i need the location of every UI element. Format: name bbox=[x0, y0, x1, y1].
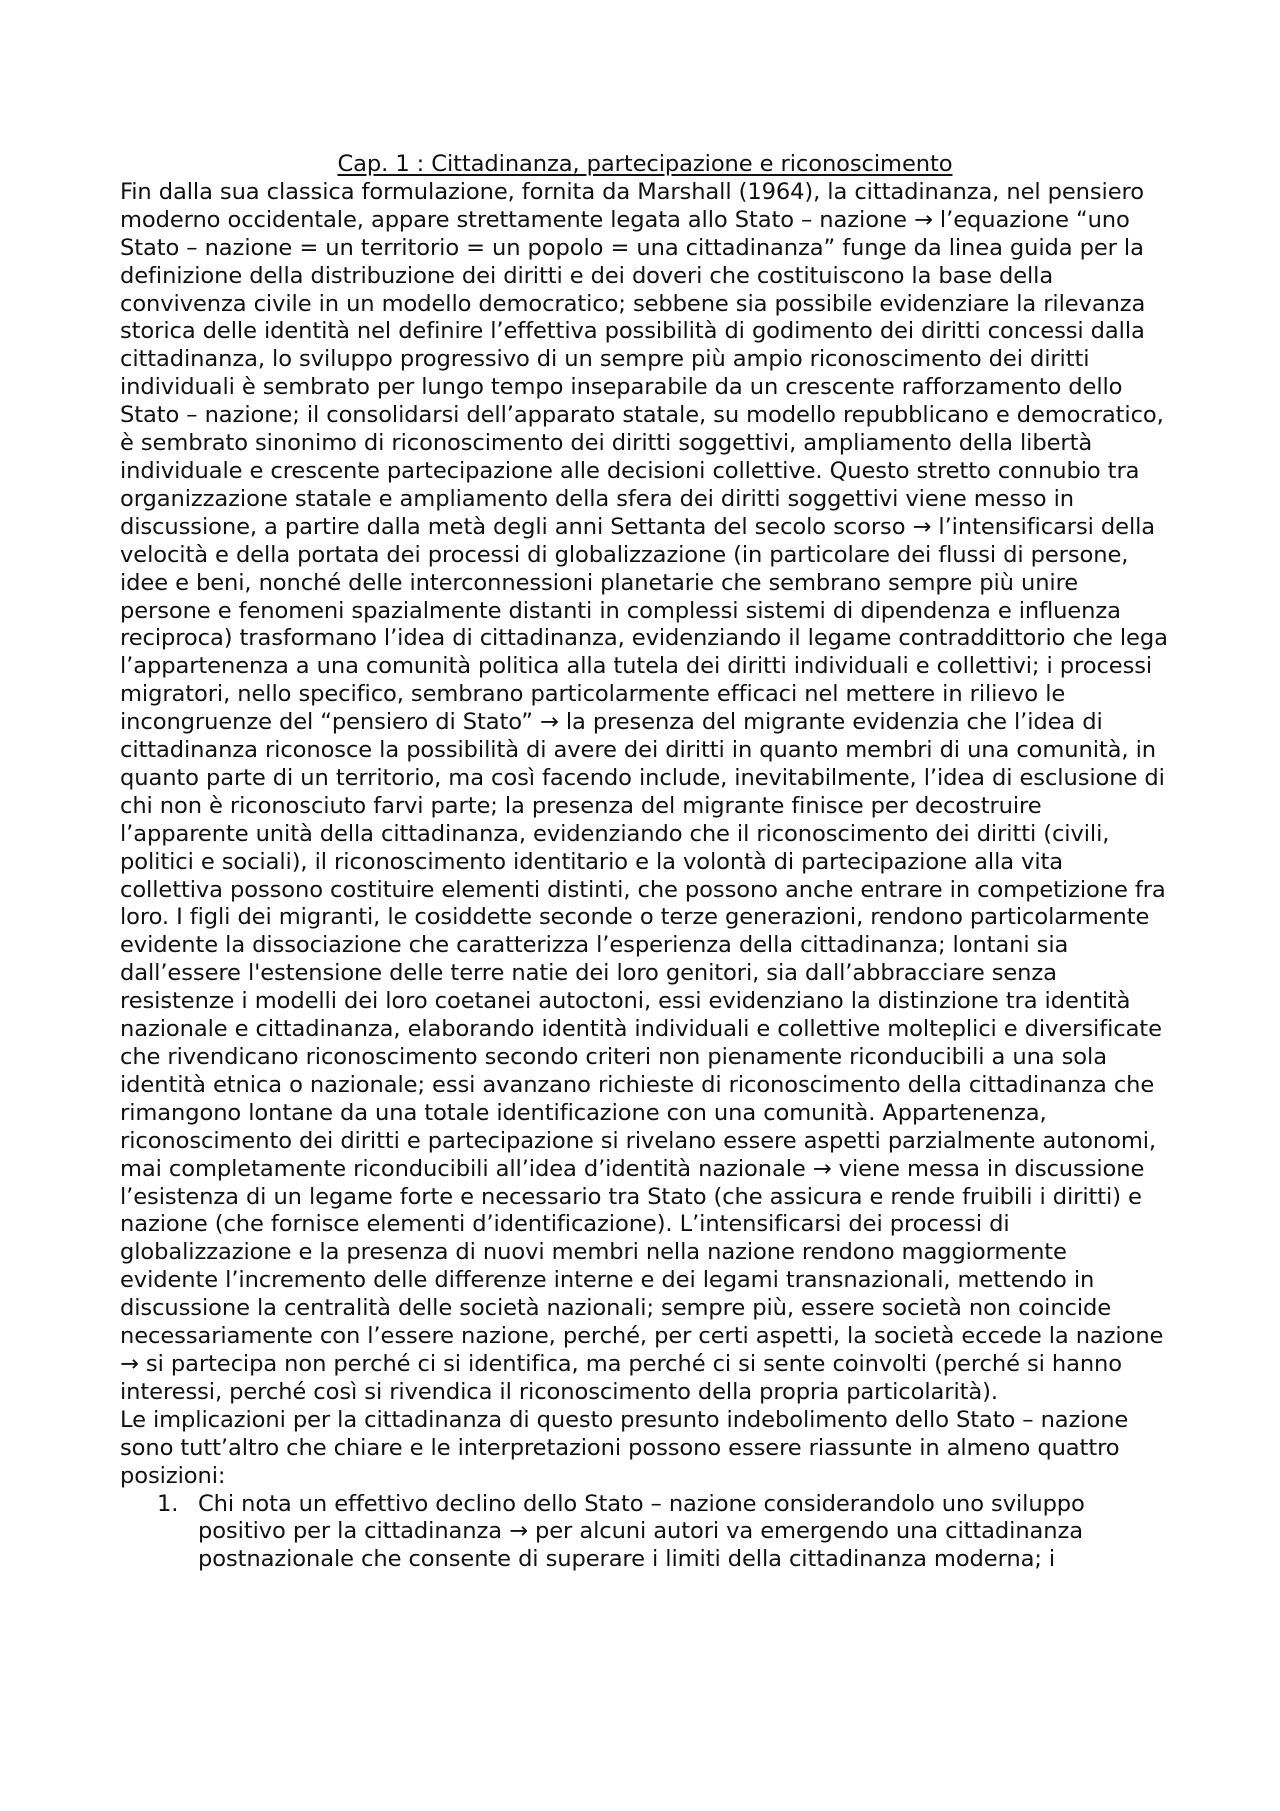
paragraph-1: Fin dalla sua classica formulazione, fornita da Marshall (1964), la cittadinanza, nel pensiero moderno occidentale, appare strettamente legata allo Stato – nazione → l’equazione “uno Stato – nazione = un territorio = un popolo = una cittadinanza” funge da linea guida per la definizione della distribuzione dei diritti e dei doveri che costituiscono la base della convivenza civile in un modello democratico; sebbene sia possibile evidenziare la rilevanza storica delle identità nel definire l’effettiva possibilità di godimento dei diritti concessi dalla cittadinanza, lo sviluppo progressivo di un sempre più ampio riconoscimento dei diritti individuali è sembrato per lungo tempo inseparabile da un crescente rafforzamento dello Stato – nazione; il consolidarsi dell’apparato statale, su modello repubblicano e democratico, è sembrato sinonimo di riconoscimento dei diritti soggettivi, ampliamento della libertà individuale e crescente partecipazione alle decisioni collettive. Questo stretto connubio tra organizzazione statale e ampliamento della sfera dei diritti soggettivi viene messo in discussione, a partire dalla metà degli anni Settanta del secolo scorso → l’intensificarsi della velocità e della portata dei processi di globalizzazione (in particolare dei flussi di persone, idee e beni, nonché delle interconnessioni planetarie che sembrano sempre più unire persone e fenomeni spazialmente distanti in complessi sistemi di dipendenza e influenza reciproca) trasformano l’idea di cittadinanza, evidenziando il legame contraddittorio che lega l’appartenenza a una comunità politica alla tutela dei diritti individuali e collettivi; i processi migratori, nello specifico, sembrano particolarmente efficaci nel mettere in rilievo le incongruenze del “pensiero di Stato” → la presenza del migrante evidenzia che l’idea di cittadinanza riconosce la possibilità di avere dei diritti in quanto membri di una comunità, in quanto parte di un territorio, ma così facendo include, inevitabilmente, l’idea di esclusione di chi non è riconosciuto farvi parte; la presenza del migrante finisce per decostruire l’apparente unità della cittadinanza, evidenziando che il riconoscimento dei diritti (civili, politici e sociali), il riconoscimento identitario e la volontà di partecipazione alla vita collettiva possono costituire elementi distinti, che possono anche entrare in competizione fra loro. I figli dei migranti, le cosiddette seconde o terze generazioni, rendono particolarmente evidente la dissociazione che caratterizza l’esperienza della cittadinanza; lontani sia dall’essere l'estensione delle terre natie dei loro genitori, sia dall’abbracciare senza resistenze i modelli dei loro coetanei autoctoni, essi evidenziano la distinzione tra identità nazionale e cittadinanza, elaborando identità individuali e collettive molteplici e diversificate che rivendicano riconoscimento secondo criteri non pienamente riconducibili a una sola identità etnica o nazionale; essi avanzano richieste di riconoscimento della cittadinanza che rimangono lontane da una totale identificazione con una comunità. Appartenenza, riconoscimento dei diritti e partecipazione si rivelano essere aspetti parzialmente autonomi, mai completamente riconducibili all’idea d’identità nazionale → viene messa in discussione l’esistenza di un legame forte e necessario tra Stato (che assicura e rende fruibili i diritti) e nazione (che fornisce elementi d’identificazione). L’intensificarsi dei processi di globalizzazione e la presenza di nuovi membri nella nazione rendono maggiormente evidente l’incremento delle differenze interne e dei legami transnazionali, mettendo in discussione la centralità delle società nazionali; sempre più, essere società non coincide necessariamente con l’essere nazione, perché, per certi aspetti, la società eccede la nazione → si partecipa non perché ci si identifica, ma perché ci si sente coinvolti (perché si hanno interessi, perché così si rivendica il riconoscimento della propria particolarità). bbox=[120, 178, 1168, 1405]
page-title: Cap. 1 : Cittadinanza, partecipazione e riconoscimento bbox=[337, 151, 953, 177]
list-item-number: 1. bbox=[157, 1490, 179, 1517]
document-page bbox=[120, 151, 1170, 1574]
paragraph-2: Le implicazioni per la cittadinanza di questo presunto indebolimento dello Stato – nazione sono tutt’altro che chiare e le interpretazioni possono essere riassunte in almeno quattro posizioni: bbox=[120, 1406, 1129, 1489]
list-item bbox=[120, 1491, 1170, 1575]
list-item-text: Chi nota un effettivo declino dello Stato – nazione considerandolo uno sviluppo positivo per la cittadinanza → per alcuni autori va emergendo una cittadinanza postnazionale che consente di superare i limiti della cittadinanza moderna; i bbox=[198, 1490, 1085, 1573]
positions-list bbox=[120, 1491, 1170, 1575]
